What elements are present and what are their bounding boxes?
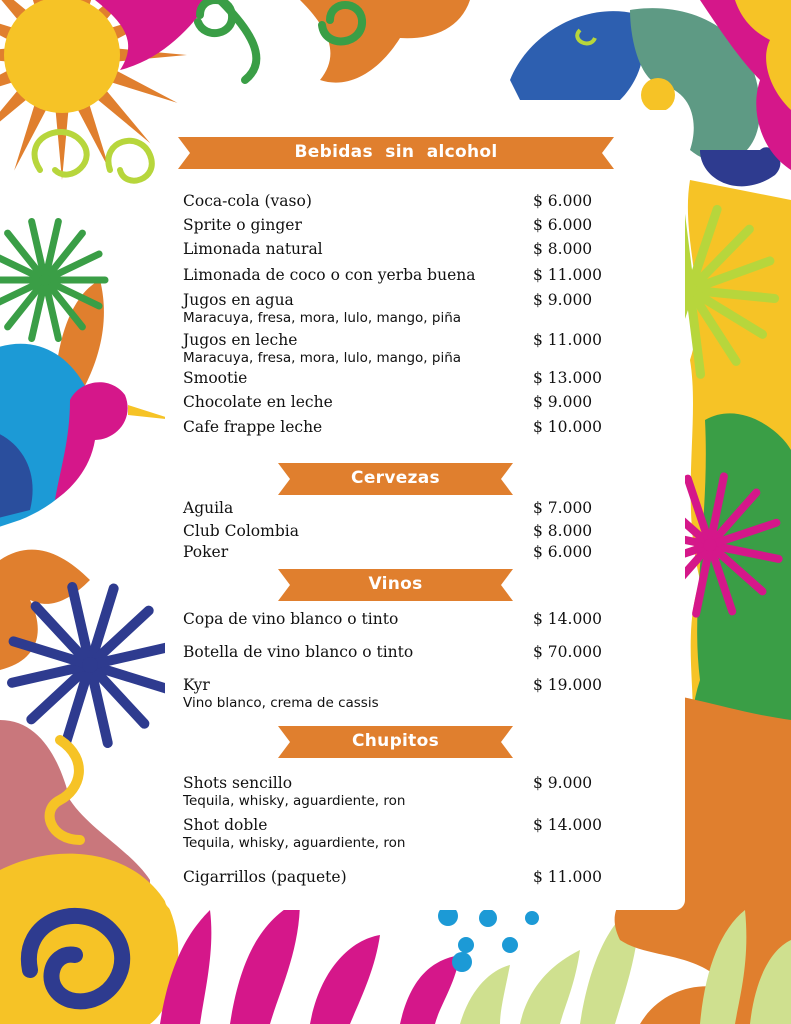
menu-item [183, 676, 613, 711]
menu-item [183, 369, 613, 388]
item-name: Sprite o ginger [183, 216, 302, 234]
menu-item [183, 192, 613, 211]
menu-item [183, 393, 613, 412]
item-price: $ 9.000 [533, 291, 593, 309]
item-description: Tequila, whisky, aguardiente, ron [183, 835, 406, 851]
menu-item [183, 816, 613, 851]
item-price: $ 6.000 [533, 216, 593, 234]
item-price: $ 9.000 [533, 393, 593, 411]
item-price: $ 70.000 [533, 643, 603, 661]
item-name: Club Colombia [183, 522, 299, 540]
item-price: $ 6.000 [533, 192, 593, 210]
menu-item [183, 868, 613, 887]
item-name: Limonada natural [183, 240, 323, 258]
menu-item [183, 543, 613, 562]
item-price: $ 8.000 [533, 522, 593, 540]
section-banner-bebidas [178, 137, 614, 169]
item-name: Shot doble [183, 816, 268, 834]
menu-item [183, 610, 613, 629]
item-name: Limonada de coco o con yerba buena [183, 266, 476, 284]
section-banner-cervezas [278, 463, 513, 495]
menu-item [183, 418, 613, 437]
section-banner-chupitos [278, 726, 513, 758]
item-name: Smootie [183, 369, 248, 387]
menu-item [183, 643, 613, 662]
item-description: Maracuya, fresa, mora, lulo, mango, piña [183, 310, 462, 326]
section-title: Bebidas sin alcohol [294, 142, 498, 162]
item-price: $ 19.000 [533, 676, 603, 694]
menu-item [183, 216, 613, 235]
item-name: Aguila [183, 499, 234, 517]
item-name: Poker [183, 543, 229, 561]
item-price: $ 10.000 [533, 418, 603, 436]
menu-item [183, 774, 613, 809]
item-price: $ 14.000 [533, 816, 603, 834]
item-price: $ 9.000 [533, 774, 593, 792]
section-title: Cervezas [351, 468, 440, 488]
menu-item [183, 331, 613, 366]
menu-item [183, 522, 613, 541]
item-name: Jugos en leche [183, 331, 298, 349]
menu-item [183, 499, 613, 518]
menu-item [183, 266, 613, 285]
item-description: Tequila, whisky, aguardiente, ron [183, 793, 406, 809]
section-banner-vinos [278, 569, 513, 601]
item-price: $ 8.000 [533, 240, 593, 258]
item-name: Chocolate en leche [183, 393, 333, 411]
item-price: $ 7.000 [533, 499, 593, 517]
item-name: Cafe frappe leche [183, 418, 323, 436]
item-name: Coca-cola (vaso) [183, 192, 312, 210]
section-title: Vinos [368, 574, 423, 594]
item-price: $ 11.000 [533, 868, 603, 886]
item-price: $ 11.000 [533, 266, 603, 284]
item-name: Kyr [183, 676, 210, 694]
item-price: $ 6.000 [533, 543, 593, 561]
item-name: Botella de vino blanco o tinto [183, 643, 414, 661]
section-title: Chupitos [351, 731, 439, 751]
item-name: Copa de vino blanco o tinto [183, 610, 399, 628]
item-name: Shots sencillo [183, 774, 293, 792]
item-price: $ 14.000 [533, 610, 603, 628]
item-price: $ 13.000 [533, 369, 603, 387]
item-description: Vino blanco, crema de cassis [183, 695, 379, 711]
item-name: Jugos en agua [183, 291, 294, 309]
item-name: Cigarrillos (paquete) [183, 868, 347, 886]
menu-item [183, 240, 613, 259]
item-description: Maracuya, fresa, mora, lulo, mango, piña [183, 350, 462, 366]
menu-item [183, 291, 613, 326]
item-price: $ 11.000 [533, 331, 603, 349]
